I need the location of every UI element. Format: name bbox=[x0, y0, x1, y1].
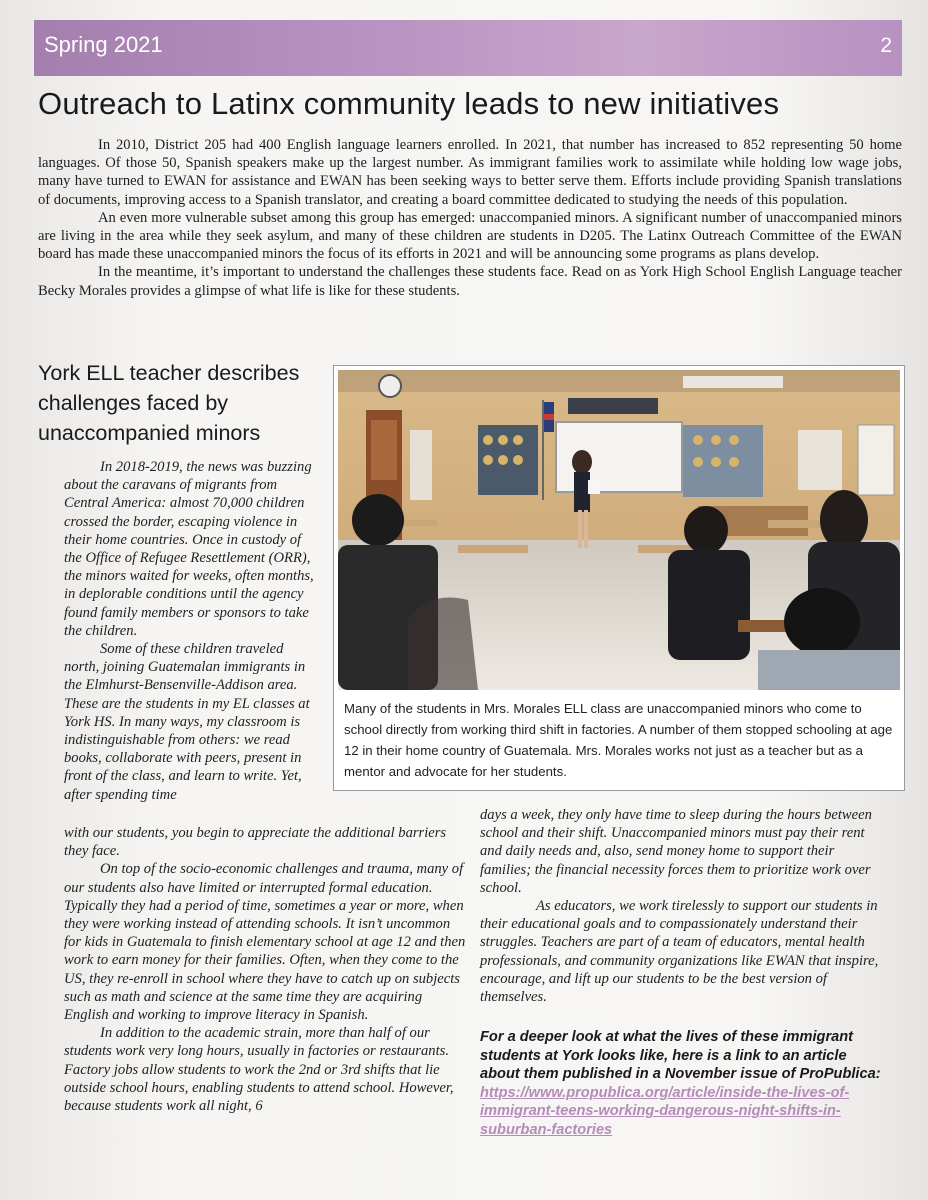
callout-text: For a deeper look at what the lives of these immigrant students at York looks like, here is a link to an article about them published in a November issue of ProPublica: bbox=[480, 1029, 881, 1083]
intro-paragraph: In the meantime, it’s important to understand the challenges these students face. Read on as York High School English Language teacher Becky Morales provides a glimpse of what life is like for these students. bbox=[38, 264, 902, 299]
intro-paragraph: An even more vulnerable subset among this group has emerged: unaccompanied minors. A significant number of unaccompanied minors are living in the area while they seek asylum, and many of these children are students in D205. The Latinx Outreach Committee of the EWAN board has made these unaccompanied minors the focus of its efforts in 2021 and will be announcing some programs as plans develop. bbox=[38, 209, 902, 263]
intro-paragraph: In 2010, District 205 had 400 English language learners enrolled. In 2021, that number has increased to 852 representing 50 home languages. Of those 50, Spanish speakers make up the largest number. As immigrant families work to assimilate while holding low wage jobs, many have turned to EWAN for assistance and EWAN has been seeking ways to better serve them. Efforts include providing Spanish translations of documents, improving access to a Spanish translator, and creating a board committee dedicated to studying the needs of this population. bbox=[38, 137, 902, 208]
feature-paragraph: In 2018-2019, the news was buzzing about the caravans of migrants from Central America: almost 70,000 children crossed the border, escaping violence in their home countries. Once in custody of the Office of Refugee Resettlement (ORR), the minors waited for weeks, often months, in deplorable conditions until the agency found family members or sponsors to take the children. bbox=[64, 459, 314, 639]
feature-bottom-left-column bbox=[64, 824, 466, 1115]
feature-title: York ELL teacher describes challenges faced by unaccompanied minors bbox=[38, 361, 300, 445]
feature-left-column bbox=[64, 458, 320, 804]
propublica-article-link[interactable]: https://www.propublica.org/article/inside-the-lives-of-immigrant-teens-working-dangerous-night-shifts-in-suburban-factories bbox=[480, 1084, 850, 1138]
feature-paragraph: As educators, we work tirelessly to support our students in their educational goals and to compassionately understand their struggles. Teachers are part of a team of educators, mental health professionals, and community organizations like EWAN that inspire, encourage, and lift up our students to be the best version of themselves. bbox=[480, 898, 879, 1006]
issue-season: Spring 2021 bbox=[44, 32, 163, 57]
feature-paragraph: days a week, they only have time to sleep during the hours between school and their shift. Unaccompanied minors must pay their rent and daily needs and, also, send money home to support their families; the financial necessity forces them to prioritize work over school. bbox=[480, 807, 872, 896]
feature-paragraph: with our students, you begin to appreciate the additional barriers they face. bbox=[64, 825, 447, 860]
photo-caption: Many of the students in Mrs. Morales ELL class are unaccompanied minors who come to school directly from working third shift in factories. A number of them stopped schooling at age 12 in their home country of Guatemala. Mrs. Morales works not just as a teacher but as a mentor and advocate for her students. bbox=[344, 701, 893, 779]
article-title: Outreach to Latinx community leads to new initiatives bbox=[38, 86, 780, 121]
propublica-callout bbox=[480, 1028, 884, 1140]
classroom-photo-figure bbox=[333, 365, 905, 791]
newsletter-header bbox=[34, 20, 902, 76]
feature-paragraph: On top of the socio-economic challenges and trauma, many of our students also have limited or interrupted formal education. Typically they had a period of time, sometimes a year or more, when they were working instead of attending schools. It isn’t uncommon for kids in Guatemala to finish elementary school at age 12 and then work to earn money for their families. Often, when they come to the US, they re-enroll in school where they have to catch up on subjects such as math and science at the same time they are acquiring English and working to improve literacy in Spanish. bbox=[64, 861, 466, 1024]
feature-paragraph: Some of these children traveled north, joining Guatemalan immigrants in the Elmhurst-Bensenville-Addison area. These are the students in my EL classes at York HS. In many ways, my classroom is indistinguishable from others: we read books, collaborate with peers, present in front of the class, and learn to write. Yet, after spending time bbox=[64, 641, 310, 803]
page-number: 2 bbox=[880, 34, 892, 57]
feature-right-column bbox=[480, 806, 884, 1006]
classroom-photo bbox=[338, 370, 900, 690]
classroom-illustration bbox=[338, 370, 900, 690]
intro-text bbox=[38, 136, 902, 300]
feature-paragraph: In addition to the academic strain, more than half of our students work very long hours, usually in factories or restaurants. Factory jobs allow students to work the 2nd or 3rd shifts that lie outside school hours, enabling students to attend school. However, because students work all night, 6 bbox=[64, 1025, 454, 1115]
